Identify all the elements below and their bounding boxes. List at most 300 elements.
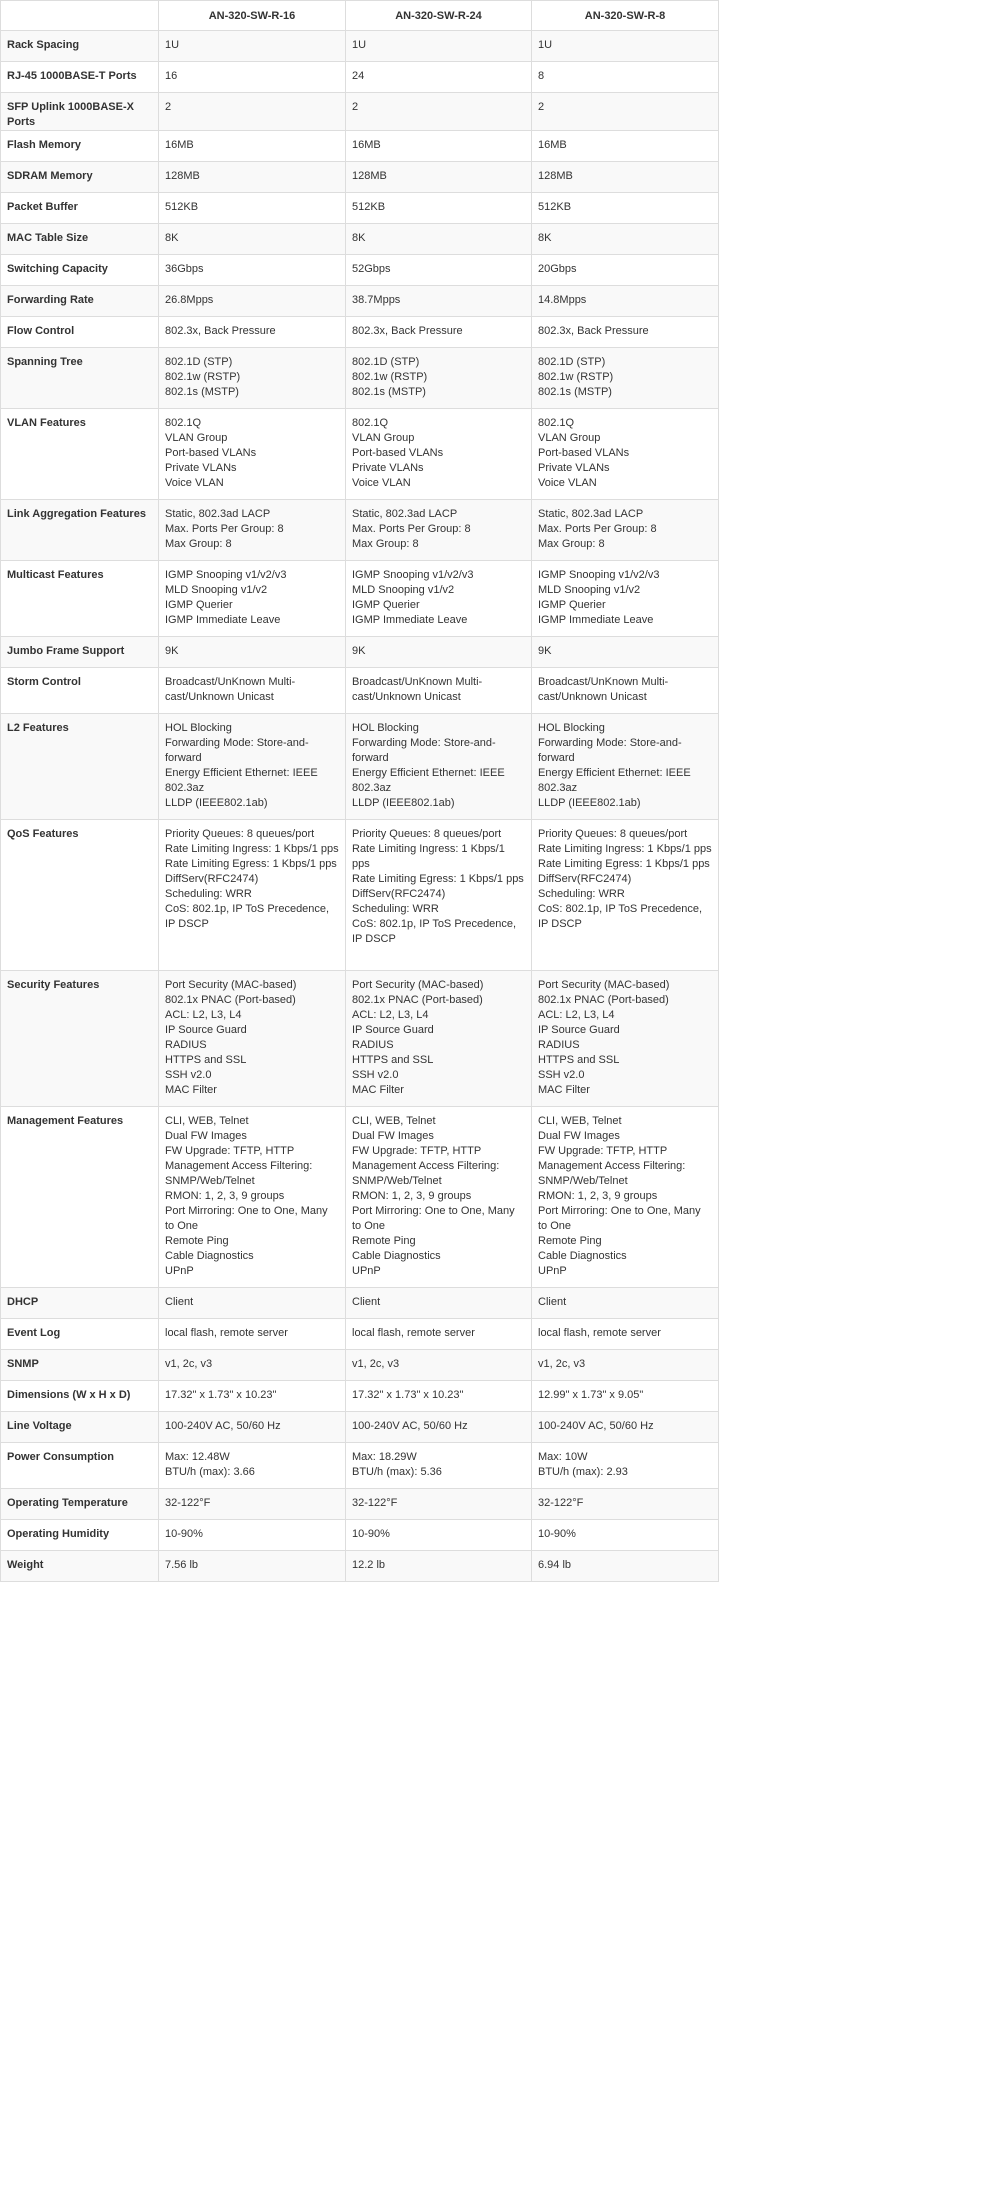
spec-value-line: CoS: 802.1p, IP ToS Precedence, IP DSCP (538, 903, 703, 930)
spec-value-cell (346, 1520, 532, 1551)
spec-value-line: 20Gbps (538, 263, 577, 275)
spec-label: Switching Capacity (1, 255, 159, 286)
spec-row (1, 1381, 719, 1412)
spec-value-line: 100-240V AC, 50/60 Hz (352, 1420, 468, 1432)
spec-value-cell (532, 1489, 719, 1520)
spec-row (1, 561, 719, 637)
spec-value-line: VLAN Group (352, 432, 415, 444)
spec-value-line: Scheduling: WRR (165, 888, 252, 900)
spec-value-line: UPnP (352, 1265, 381, 1277)
spec-value-line: ACL: L2, L3, L4 (352, 1009, 429, 1021)
spec-value-cell (159, 348, 346, 409)
spec-value-cell (346, 409, 532, 500)
spec-value-cell (532, 1443, 719, 1489)
spec-value-line: local flash, remote server (165, 1327, 288, 1339)
spec-value-line: 2 (538, 101, 545, 113)
spec-value-line: 802.1s (MSTP) (352, 386, 426, 398)
spec-value-cell (159, 1107, 346, 1288)
spec-value-line: 802.1s (MSTP) (538, 386, 612, 398)
spec-value-cell (159, 1551, 346, 1582)
spec-value-line: 802.1Q (165, 417, 202, 429)
spec-value-line: HOL Blocking (538, 722, 605, 734)
spec-value-line: IGMP Querier (352, 599, 420, 611)
spec-value-line: Port-based VLANs (165, 447, 257, 459)
spec-value-line: IGMP Snooping v1/v2/v3 (538, 569, 660, 581)
spec-value-cell (532, 714, 719, 820)
spec-row (1, 1443, 719, 1489)
spec-label: SFP Uplink 1000BASE-X Ports (1, 93, 159, 131)
spec-value-line: Static, 802.3ad LACP (538, 508, 644, 520)
model-header: AN-320-SW-R-16 (159, 1, 346, 31)
spec-value-line: 512KB (165, 201, 199, 213)
spec-value-line: Static, 802.3ad LACP (165, 508, 271, 520)
spec-value-line: HTTPS and SSL (352, 1054, 434, 1066)
spec-value-line: Priority Queues: 8 queues/port (352, 828, 502, 840)
spec-row (1, 348, 719, 409)
spec-value-cell (346, 224, 532, 255)
spec-value-cell (532, 637, 719, 668)
spec-value-line: 512KB (352, 201, 386, 213)
spec-value-line: Port Security (MAC-based) (165, 979, 297, 991)
spec-value-line: Static, 802.3ad LACP (352, 508, 458, 520)
spec-value-line: SSH v2.0 (352, 1069, 399, 1081)
spec-value-line: CLI, WEB, Telnet (165, 1115, 249, 1127)
spec-label: MAC Table Size (1, 224, 159, 255)
spec-label: RJ-45 1000BASE-T Ports (1, 62, 159, 93)
spec-row (1, 1288, 719, 1319)
spec-value-line: local flash, remote server (538, 1327, 661, 1339)
spec-value-line: Management Access Filtering: SNMP/Web/Telnet (352, 1160, 500, 1187)
spec-value-cell (159, 1288, 346, 1319)
spec-value-cell (532, 162, 719, 193)
spec-row (1, 668, 719, 714)
spec-value-cell (346, 1443, 532, 1489)
spec-label: Operating Temperature (1, 1489, 159, 1520)
spec-value-line: 802.1Q (538, 417, 575, 429)
spec-value-line: 802.3x, Back Pressure (352, 325, 463, 337)
spec-label: SNMP (1, 1350, 159, 1381)
spec-value-line: IGMP Immediate Leave (165, 614, 281, 626)
spec-value-line: MLD Snooping v1/v2 (165, 584, 268, 596)
spec-value-line: Priority Queues: 8 queues/port (538, 828, 688, 840)
spec-row (1, 409, 719, 500)
spec-row (1, 1319, 719, 1350)
spec-value-cell (159, 1381, 346, 1412)
spec-value-line: FW Upgrade: TFTP, HTTP (165, 1145, 295, 1157)
spec-row (1, 255, 719, 286)
spec-value-line: Client (538, 1296, 567, 1308)
spec-value-line: Dual FW Images (538, 1130, 620, 1142)
spec-value-line: 802.1x PNAC (Port-based) (538, 994, 669, 1006)
spec-value-line: local flash, remote server (352, 1327, 475, 1339)
spec-value-line: 2 (352, 101, 359, 113)
spec-body (1, 31, 719, 1582)
spec-label: Security Features (1, 971, 159, 1107)
spec-value-line: Rate Limiting Egress: 1 Kbps/1 pps (352, 873, 524, 885)
spec-value-cell (159, 286, 346, 317)
spec-value-line: Port-based VLANs (352, 447, 444, 459)
spec-value-line: 14.8Mpps (538, 294, 587, 306)
spec-value-line: 9K (352, 645, 366, 657)
spec-value-line: Rate Limiting Ingress: 1 Kbps/1 pps (352, 843, 505, 870)
spec-label: Forwarding Rate (1, 286, 159, 317)
spec-row (1, 31, 719, 62)
spec-row (1, 93, 719, 131)
spec-value-cell (532, 193, 719, 224)
spec-value-line: Voice VLAN (165, 477, 224, 489)
spec-value-cell (532, 62, 719, 93)
spec-value-line: Dual FW Images (165, 1130, 247, 1142)
spec-value-cell (532, 317, 719, 348)
spec-label: Power Consumption (1, 1443, 159, 1489)
spec-value-cell (159, 162, 346, 193)
spec-value-cell (159, 668, 346, 714)
spec-value-cell (159, 31, 346, 62)
spec-value-line: RADIUS (538, 1039, 580, 1051)
spec-value-cell (346, 1489, 532, 1520)
spec-value-line: RMON: 1, 2, 3, 9 groups (165, 1190, 285, 1202)
spec-label: Link Aggregation Features (1, 500, 159, 561)
spec-value-cell (159, 93, 346, 131)
spec-value-cell (346, 637, 532, 668)
spec-value-cell (532, 820, 719, 971)
spec-value-cell (346, 820, 532, 971)
spec-value-line: RMON: 1, 2, 3, 9 groups (538, 1190, 658, 1202)
spec-value-line: VLAN Group (538, 432, 601, 444)
spec-value-line: 128MB (165, 170, 200, 182)
spec-value-cell (346, 500, 532, 561)
spec-value-line: MLD Snooping v1/v2 (538, 584, 641, 596)
spec-label: Multicast Features (1, 561, 159, 637)
spec-value-line: Broadcast/UnKnown Multi-cast/Unknown Unicast (352, 676, 483, 703)
spec-value-line: 802.1s (MSTP) (165, 386, 239, 398)
spec-value-line: SSH v2.0 (165, 1069, 212, 1081)
spec-value-line: 10-90% (352, 1528, 390, 1540)
spec-value-line: Broadcast/UnKnown Multi-cast/Unknown Unicast (165, 676, 296, 703)
spec-value-line: Cable Diagnostics (165, 1250, 254, 1262)
spec-value-line: Port Mirroring: One to One, Many to One (538, 1205, 701, 1232)
spec-value-line: 9K (165, 645, 179, 657)
spec-value-line: 8K (352, 232, 366, 244)
spec-value-line: Dual FW Images (352, 1130, 434, 1142)
spec-value-line: BTU/h (max): 5.36 (352, 1466, 442, 1478)
spec-value-cell (346, 31, 532, 62)
spec-value-cell (532, 348, 719, 409)
spec-value-line: Forwarding Mode: Store-and-forward (352, 737, 496, 764)
spec-value-line: UPnP (165, 1265, 194, 1277)
spec-value-line: Broadcast/UnKnown Multi-cast/Unknown Unicast (538, 676, 669, 703)
spec-label: Storm Control (1, 668, 159, 714)
header-row (1, 1, 719, 31)
spec-value-line: Rate Limiting Ingress: 1 Kbps/1 pps (538, 843, 712, 855)
spec-value-line: FW Upgrade: TFTP, HTTP (352, 1145, 482, 1157)
spec-value-cell (532, 286, 719, 317)
spec-value-line: 802.1w (RSTP) (352, 371, 428, 383)
corner-cell (1, 1, 159, 31)
spec-label: Dimensions (W x H x D) (1, 1381, 159, 1412)
spec-value-cell (532, 1107, 719, 1288)
spec-label: Operating Humidity (1, 1520, 159, 1551)
spec-value-cell (159, 1350, 346, 1381)
spec-value-line: 17.32" x 1.73" x 10.23" (165, 1389, 277, 1401)
spec-value-cell (346, 1551, 532, 1582)
spec-row (1, 224, 719, 255)
spec-value-line: IP Source Guard (538, 1024, 620, 1036)
spec-value-cell (532, 668, 719, 714)
spec-value-cell (159, 62, 346, 93)
spec-value-cell (346, 162, 532, 193)
spec-value-line: Energy Efficient Ethernet: IEEE 802.3az (165, 767, 318, 794)
spec-value-line: 2 (165, 101, 172, 113)
spec-value-line: 17.32" x 1.73" x 10.23" (352, 1389, 464, 1401)
spec-value-line: 512KB (538, 201, 572, 213)
spec-value-line: 1U (352, 39, 367, 51)
spec-value-line: Priority Queues: 8 queues/port (165, 828, 315, 840)
spec-value-line: IGMP Snooping v1/v2/v3 (165, 569, 287, 581)
spec-value-cell (159, 971, 346, 1107)
spec-value-line: Management Access Filtering: SNMP/Web/Telnet (538, 1160, 686, 1187)
spec-value-line: LLDP (IEEE802.1ab) (538, 797, 641, 809)
spec-value-line: FW Upgrade: TFTP, HTTP (538, 1145, 668, 1157)
spec-value-line: IGMP Immediate Leave (352, 614, 468, 626)
spec-value-cell (346, 971, 532, 1107)
spec-value-line: v1, 2c, v3 (165, 1358, 213, 1370)
spec-value-line: HTTPS and SSL (538, 1054, 620, 1066)
spec-value-cell (532, 1288, 719, 1319)
spec-value-cell (346, 714, 532, 820)
spec-row (1, 1551, 719, 1582)
spec-value-line: Max. Ports Per Group: 8 (538, 523, 657, 535)
spec-value-line: BTU/h (max): 2.93 (538, 1466, 628, 1478)
spec-value-line: Private VLANs (352, 462, 424, 474)
spec-value-line: 32-122°F (538, 1497, 584, 1509)
spec-value-cell (532, 255, 719, 286)
spec-value-line: Remote Ping (538, 1235, 602, 1247)
spec-value-line: 38.7Mpps (352, 294, 401, 306)
spec-value-line: 128MB (352, 170, 387, 182)
spec-row (1, 500, 719, 561)
spec-value-cell (159, 500, 346, 561)
spec-value-line: Remote Ping (165, 1235, 229, 1247)
spec-value-line: 36Gbps (165, 263, 204, 275)
spec-value-line: 32-122°F (165, 1497, 211, 1509)
spec-row (1, 637, 719, 668)
spec-value-line: SSH v2.0 (538, 1069, 585, 1081)
spec-value-cell (532, 1381, 719, 1412)
spec-value-line: IGMP Snooping v1/v2/v3 (352, 569, 474, 581)
spec-value-line: 8 (538, 70, 545, 82)
spec-value-cell (159, 1319, 346, 1350)
spec-row (1, 317, 719, 348)
spec-label: Flow Control (1, 317, 159, 348)
spec-value-cell (532, 1551, 719, 1582)
spec-value-line: Voice VLAN (538, 477, 597, 489)
spec-value-cell (532, 93, 719, 131)
spec-value-line: ACL: L2, L3, L4 (165, 1009, 242, 1021)
spec-value-line: Remote Ping (352, 1235, 416, 1247)
spec-row (1, 714, 719, 820)
spec-label: Weight (1, 1551, 159, 1582)
spec-value-cell (346, 62, 532, 93)
spec-value-line: Cable Diagnostics (352, 1250, 441, 1262)
spec-value-cell (346, 255, 532, 286)
spec-row (1, 971, 719, 1107)
spec-value-cell (159, 561, 346, 637)
spec-label: Management Features (1, 1107, 159, 1288)
spec-value-line: Private VLANs (165, 462, 237, 474)
spec-label: Flash Memory (1, 131, 159, 162)
spec-value-line: 24 (352, 70, 365, 82)
spec-value-cell (346, 93, 532, 131)
spec-row (1, 1489, 719, 1520)
spec-value-line: 12.2 lb (352, 1559, 386, 1571)
spec-value-cell (159, 224, 346, 255)
spec-label: L2 Features (1, 714, 159, 820)
spec-value-line: Max: 18.29W (352, 1451, 417, 1463)
spec-value-line: HOL Blocking (165, 722, 232, 734)
spec-value-line: VLAN Group (165, 432, 228, 444)
spec-value-cell (346, 668, 532, 714)
spec-value-cell (346, 131, 532, 162)
spec-row (1, 1520, 719, 1551)
spec-value-cell (159, 193, 346, 224)
spec-value-cell (346, 1381, 532, 1412)
spec-value-line: MAC Filter (538, 1084, 590, 1096)
spec-value-line: 9K (538, 645, 552, 657)
spec-row (1, 62, 719, 93)
spec-value-line: Max Group: 8 (352, 538, 419, 550)
spec-value-line: 16MB (165, 139, 194, 151)
spec-value-line: Scheduling: WRR (352, 903, 439, 915)
spec-value-cell (346, 1412, 532, 1443)
spec-value-line: 7.56 lb (165, 1559, 199, 1571)
spec-value-cell (532, 1350, 719, 1381)
spec-value-line: Forwarding Mode: Store-and-forward (165, 737, 309, 764)
spec-value-line: HTTPS and SSL (165, 1054, 247, 1066)
spec-value-line: CoS: 802.1p, IP ToS Precedence, IP DSCP (165, 903, 330, 930)
spec-value-line: MAC Filter (165, 1084, 217, 1096)
spec-value-line: Max. Ports Per Group: 8 (352, 523, 471, 535)
spec-value-cell (346, 1319, 532, 1350)
spec-value-line: v1, 2c, v3 (538, 1358, 586, 1370)
spec-value-cell (346, 561, 532, 637)
spec-value-line: Max. Ports Per Group: 8 (165, 523, 284, 535)
spec-label: SDRAM Memory (1, 162, 159, 193)
spec-value-line: Port Security (MAC-based) (352, 979, 484, 991)
spec-value-line: HOL Blocking (352, 722, 419, 734)
spec-value-line: 100-240V AC, 50/60 Hz (165, 1420, 281, 1432)
spec-label: Spanning Tree (1, 348, 159, 409)
spec-value-line: RADIUS (165, 1039, 207, 1051)
spec-value-cell (532, 1319, 719, 1350)
spec-row (1, 131, 719, 162)
spec-label: Line Voltage (1, 1412, 159, 1443)
spec-value-line: Rate Limiting Egress: 1 Kbps/1 pps (538, 858, 710, 870)
spec-value-line: 10-90% (538, 1528, 576, 1540)
spec-value-cell (532, 224, 719, 255)
spec-row (1, 162, 719, 193)
spec-value-line: 26.8Mpps (165, 294, 214, 306)
spec-row (1, 820, 719, 971)
spec-value-cell (346, 1350, 532, 1381)
spec-value-line: RMON: 1, 2, 3, 9 groups (352, 1190, 472, 1202)
spec-value-cell (532, 31, 719, 62)
spec-value-line: Max: 12.48W (165, 1451, 230, 1463)
spec-value-line: RADIUS (352, 1039, 394, 1051)
spec-value-cell (532, 561, 719, 637)
spec-value-line: 8K (165, 232, 179, 244)
spec-label: Jumbo Frame Support (1, 637, 159, 668)
spec-value-cell (532, 1520, 719, 1551)
spec-label: Rack Spacing (1, 31, 159, 62)
spec-value-line: 16 (165, 70, 178, 82)
spec-value-line: 802.1Q (352, 417, 389, 429)
spec-value-line: 802.3x, Back Pressure (165, 325, 276, 337)
spec-value-line: Energy Efficient Ethernet: IEEE 802.3az (352, 767, 505, 794)
spec-value-line: Forwarding Mode: Store-and-forward (538, 737, 682, 764)
spec-value-line: Port Security (MAC-based) (538, 979, 670, 991)
spec-value-line: Port Mirroring: One to One, Many to One (352, 1205, 515, 1232)
spec-value-line: Max Group: 8 (538, 538, 605, 550)
spec-row (1, 1412, 719, 1443)
spec-label: VLAN Features (1, 409, 159, 500)
spec-value-line: 16MB (352, 139, 381, 151)
model-header: AN-320-SW-R-8 (532, 1, 719, 31)
spec-value-cell (346, 348, 532, 409)
spec-value-line: IGMP Immediate Leave (538, 614, 654, 626)
spec-value-line: LLDP (IEEE802.1ab) (165, 797, 268, 809)
spec-value-line: Rate Limiting Egress: 1 Kbps/1 pps (165, 858, 337, 870)
spec-value-cell (346, 1107, 532, 1288)
spec-value-line: 802.3x, Back Pressure (538, 325, 649, 337)
spec-value-line: 32-122°F (352, 1497, 398, 1509)
spec-value-line: CLI, WEB, Telnet (538, 1115, 622, 1127)
spec-value-cell (159, 1520, 346, 1551)
spec-value-line: Port-based VLANs (538, 447, 630, 459)
spec-value-line: 128MB (538, 170, 573, 182)
spec-row (1, 286, 719, 317)
spec-value-line: Max: 10W (538, 1451, 588, 1463)
spec-value-line: IGMP Querier (538, 599, 606, 611)
spec-value-cell (346, 193, 532, 224)
spec-value-cell (532, 971, 719, 1107)
spec-value-line: 802.1x PNAC (Port-based) (165, 994, 296, 1006)
spec-value-cell (532, 500, 719, 561)
spec-value-line: CoS: 802.1p, IP ToS Precedence, IP DSCP (352, 918, 517, 945)
spec-label: Event Log (1, 1319, 159, 1350)
model-header: AN-320-SW-R-24 (346, 1, 532, 31)
spec-value-line: 802.1D (STP) (538, 356, 606, 368)
spec-value-line: Energy Efficient Ethernet: IEEE 802.3az (538, 767, 691, 794)
spec-value-cell (346, 317, 532, 348)
spec-value-line: BTU/h (max): 3.66 (165, 1466, 255, 1478)
spec-value-line: Rate Limiting Ingress: 1 Kbps/1 pps (165, 843, 339, 855)
spec-value-line: 100-240V AC, 50/60 Hz (538, 1420, 654, 1432)
spec-value-line: DiffServ(RFC2474) (165, 873, 259, 885)
spec-value-line: 1U (538, 39, 553, 51)
spec-value-line: MLD Snooping v1/v2 (352, 584, 455, 596)
spec-value-line: Port Mirroring: One to One, Many to One (165, 1205, 328, 1232)
spec-value-line: UPnP (538, 1265, 567, 1277)
spec-value-cell (159, 255, 346, 286)
spec-value-cell (159, 637, 346, 668)
spec-value-line: CLI, WEB, Telnet (352, 1115, 436, 1127)
spec-label: DHCP (1, 1288, 159, 1319)
spec-row (1, 1350, 719, 1381)
spec-value-line: v1, 2c, v3 (352, 1358, 400, 1370)
spec-value-line: 10-90% (165, 1528, 203, 1540)
spec-value-line: Scheduling: WRR (538, 888, 625, 900)
